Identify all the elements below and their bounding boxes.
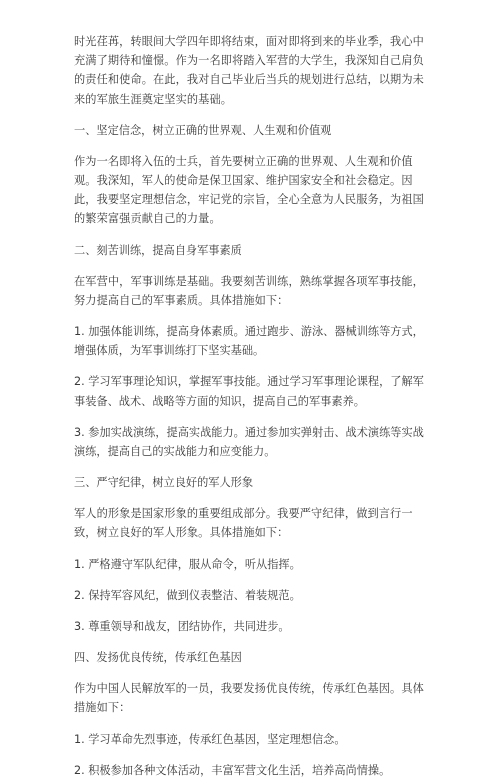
list-item: 2. 保持军容风纪，做到仪表整洁、着装规范。 bbox=[74, 588, 301, 602]
list-item: 1. 加强体能训练，提高身体素质。通过跑步、游泳、器械训练等方式，增强体质，为军事训练打下坚实基础。 bbox=[74, 325, 424, 358]
list-item: 1. 学习革命先烈事迹，传承红色基因，坚定理想信念。 bbox=[74, 732, 346, 746]
section-heading: 三、严守纪律，树立良好的军人形象 bbox=[74, 476, 254, 490]
section-body: 在军营中，军事训练是基础。我要刻苦训练，熟练掌握各项军事技能，努力提高自己的军事素质。具体措施如下： bbox=[74, 274, 424, 307]
list-item: 2. 积极参加各种文体活动，丰富军营文化生活，培养高尚情操。 bbox=[74, 763, 391, 777]
section-body: 军人的形象是国家形象的重要组成部分。我要严守纪律，做到言行一致，树立良好的军人形象。具体措施如下： bbox=[74, 507, 413, 540]
section-body: 作为一名即将入伍的士兵，首先要树立正确的世界观、人生观和价值观。我深知，军人的使命是保卫国家、维护国家安全和社会稳定。因此，我要坚定理想信念，牢记党的宗旨，全心全意为人民服务，为祖国的繁荣富强贡献自己的力量。 bbox=[74, 154, 424, 226]
section-heading: 一、坚定信念，树立正确的世界观、人生观和价值观 bbox=[74, 123, 332, 137]
list-item: 3. 尊重领导和战友，团结协作，共同进步。 bbox=[74, 620, 290, 634]
section-2 bbox=[74, 241, 428, 462]
list-item: 3. 参加实战演练，提高实战能力。通过参加实弹射击、战术演练等实战演练，提高自己的实战能力和应变能力。 bbox=[74, 425, 424, 459]
section-body: 作为中国人民解放军的一员，我要发扬优良传统，传承红色基因。具体措施如下： bbox=[74, 682, 424, 715]
list-item: 1. 严格遵守军队纪律，服从命令，听从指挥。 bbox=[74, 557, 301, 571]
section-heading: 二、刻苦训练，提高自身军事素质 bbox=[74, 243, 242, 257]
section-heading: 四、发扬优良传统，传承红色基因 bbox=[74, 651, 242, 665]
list-item: 2. 学习军事理论知识，掌握军事技能。通过学习军事理论课程，了解军事装备、战术、战略等方面的知识，提高自己的军事素养。 bbox=[74, 375, 424, 408]
section-3 bbox=[74, 473, 428, 636]
intro-paragraph: 时光荏苒，转眼间大学四年即将结束，面对即将到来的毕业季，我心中充满了期待和憧憬。作为一名即将踏入军营的大学生，我深知自己肩负的责任和使命。在此，我对自己毕业后当兵的规划进行总结，以期为未来的军旅生涯奠定坚实的基础。 bbox=[74, 35, 424, 106]
section-1 bbox=[74, 121, 428, 229]
section-4 bbox=[74, 648, 428, 780]
